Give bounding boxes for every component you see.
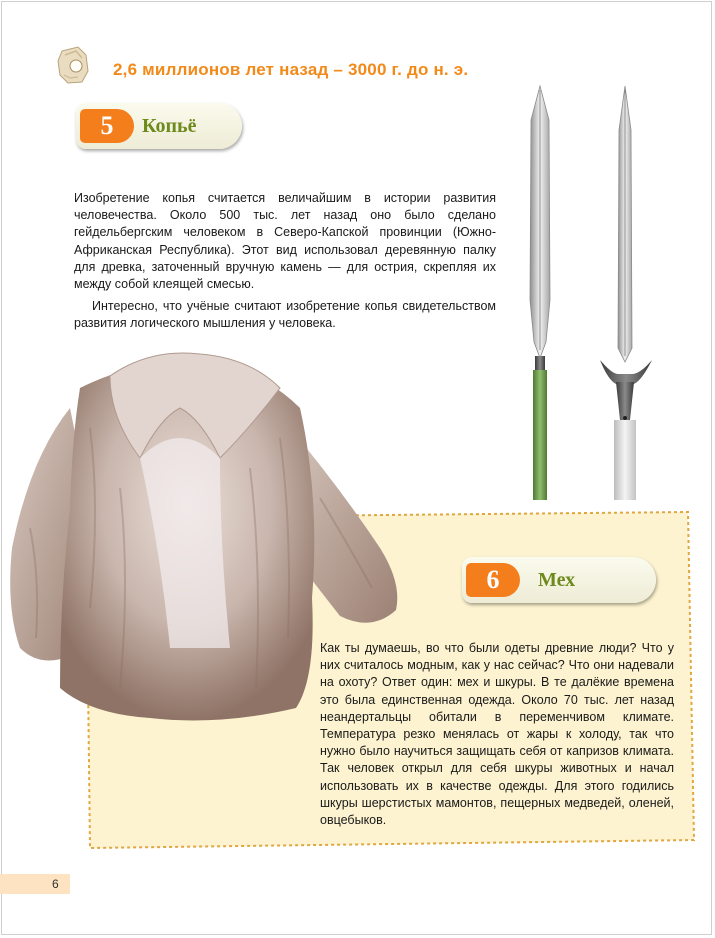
section-title: Мех: [538, 569, 576, 591]
spear-paragraph-1: Изобретение копья считается величайшим в истории развития человечества. Около 500 тыс. лет назад оно было сделано гейдельбергским человеком в Северо-Капской провинции (Южно-Африканская Республика). Этот вид использовал деревянную палку для древка, заточенный вручную камень — для острия, скрепляя их между собой клеящей смесью.: [74, 191, 496, 292]
section-number: 6: [466, 563, 520, 597]
stone-tool-icon: [56, 45, 90, 85]
section-title: Копьё: [142, 115, 197, 137]
spear-left: [530, 86, 550, 500]
fur-paragraph: Как ты думаешь, во что были одеты древние люди? Что у них считалось модным, как у нас сейчас? Что они надевали на охоту? Ответ один: мех и шкуры. В те далёкие времена это была единственная одежда. Около 70 тыс. лет назад неандертальцы обитали в переменчивом климате. Температура резко менялась от жары к холоду, так что нужно было научиться защищать себя от капризов климата. Так человек открыл для себя шкуры животных и начал использовать их в качестве одежды. Для этого годились шкуры шерстистых мамонтов, пещерных медведей, оленей, овцебыков.: [320, 641, 674, 828]
section-number: 5: [80, 109, 134, 143]
page-number-tab: [0, 874, 70, 894]
spears-illustration: [500, 80, 680, 500]
spear-right: [600, 86, 652, 500]
section-heading-spear: [76, 103, 242, 149]
spear-paragraph-2: Интересно, что учёные считают изобретение копья свидетельством развития логического мышления у человека.: [74, 299, 496, 331]
era-heading: 2,6 миллионов лет назад – 3000 г. до н. э.: [113, 60, 469, 79]
page-number: 6: [52, 877, 59, 891]
section-heading-fur: [462, 557, 656, 603]
